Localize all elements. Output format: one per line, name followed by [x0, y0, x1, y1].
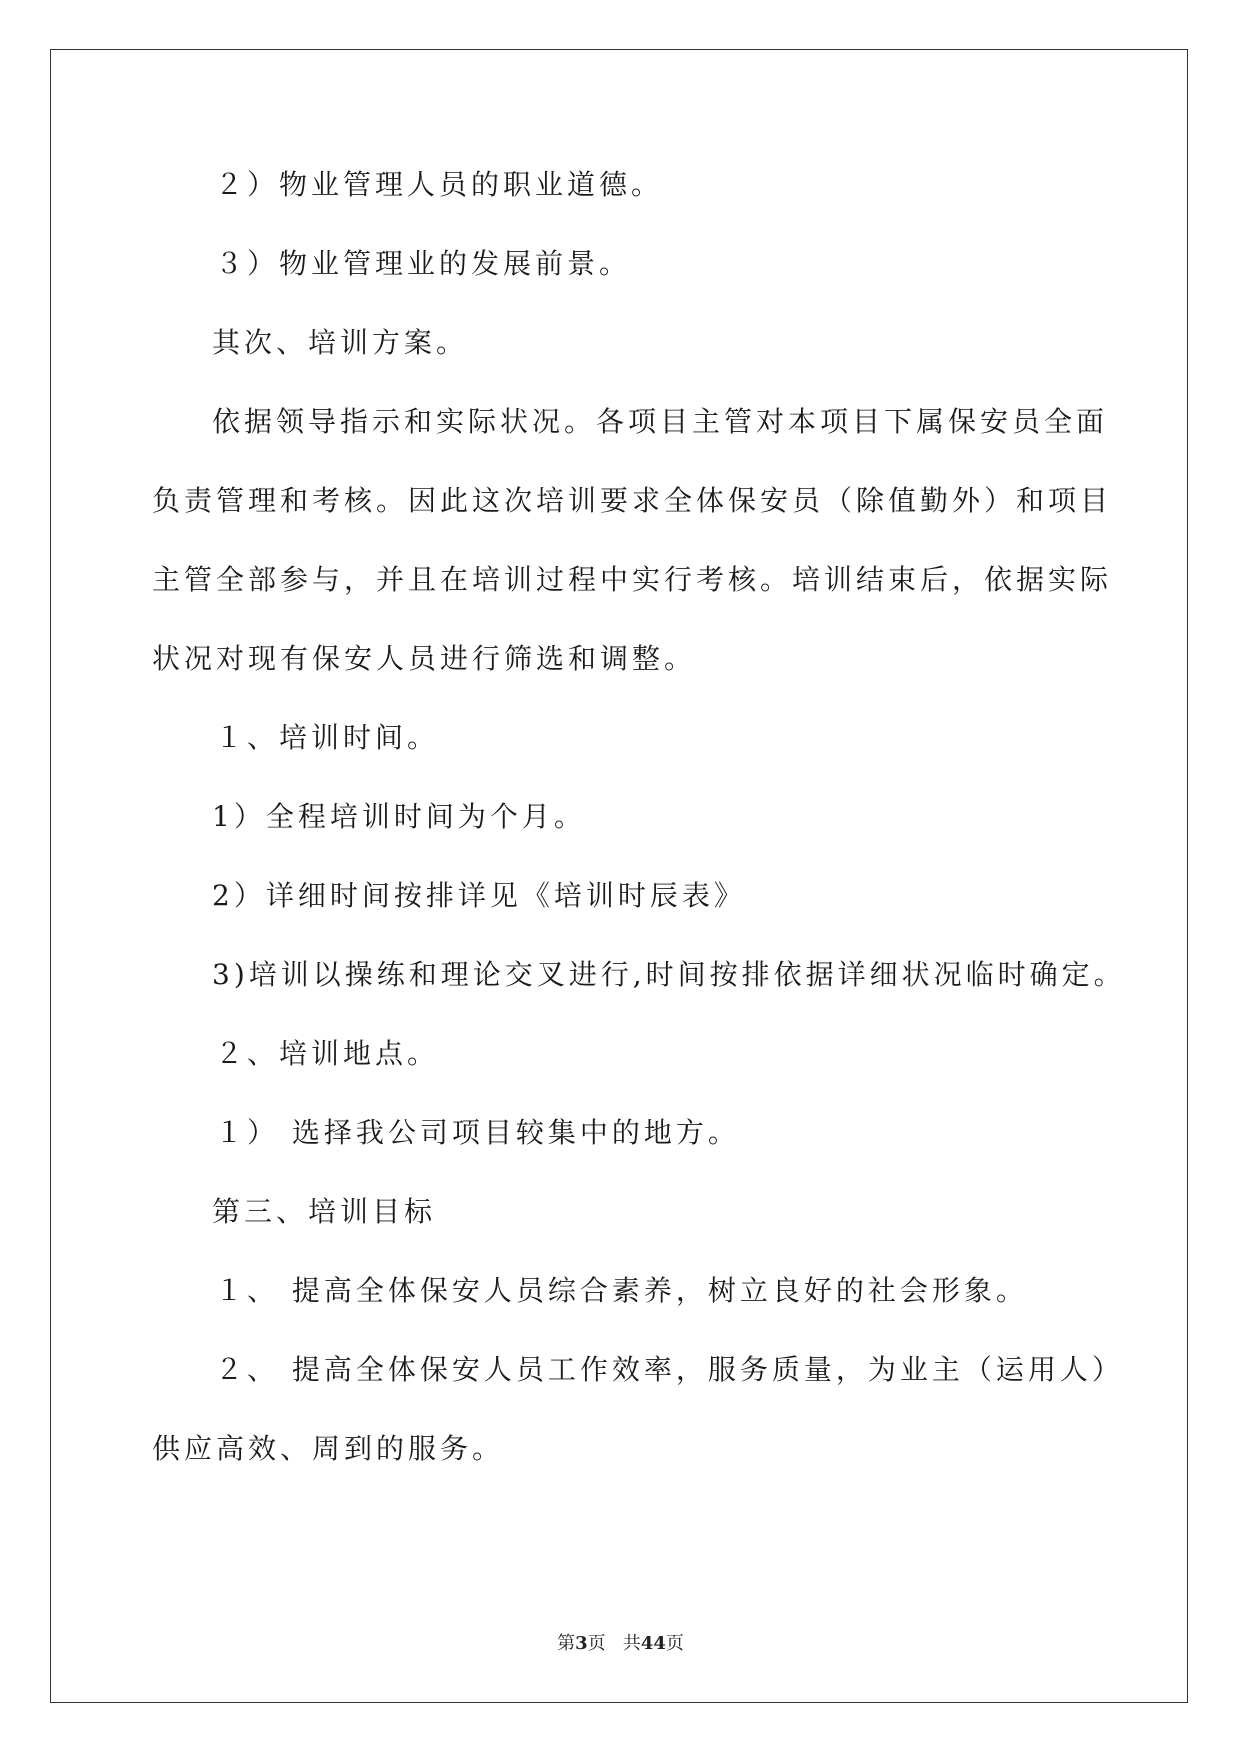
text-line: 主管全部参与，并且在培训过程中实行考核。培训结束后，依据实际: [152, 563, 1113, 596]
text-line: ２）物业管理人员的职业道德。: [215, 168, 664, 201]
text-line: ３）物业管理业的发展前景。: [215, 247, 632, 280]
text-line: ２、 提高全体保安人员工作效率，服务质量，为业主（运用人）: [215, 1353, 1124, 1386]
text-line: 负责管理和考核。因此这次培训要求全体保安员（除值勤外）和项目: [152, 484, 1113, 517]
text-line: 依据领导指示和实际状况。各项目主管对本项目下属保安员全面: [212, 405, 1109, 438]
total-pages: 44: [640, 1633, 666, 1654]
page-prefix: 第: [557, 1633, 576, 1654]
text-line: 供应高效、周到的服务。: [152, 1432, 505, 1465]
page-suffix: 页: [587, 1633, 606, 1654]
text-line: 3)培训以操练和理论交叉进行,时间按排依据详细状况临时确定。: [212, 958, 1126, 991]
text-line: ２、培训地点。: [215, 1037, 440, 1070]
text-line: 1）全程培训时间为个月。: [212, 800, 586, 833]
total-suffix: 页: [665, 1633, 684, 1654]
page-footer: [0, 1632, 1241, 1656]
text-line: １） 选择我公司项目较集中的地方。: [215, 1116, 740, 1149]
total-prefix: 共: [622, 1633, 641, 1654]
page-number: 3: [575, 1633, 588, 1654]
text-line: 第三、培训目标: [212, 1195, 437, 1228]
text-line: 其次、培训方案。: [212, 326, 469, 359]
text-line: 状况对现有保安人员进行筛选和调整。: [152, 642, 697, 675]
text-line: １、培训时间。: [215, 721, 440, 754]
text-line: １、 提高全体保安人员综合素养，树立良好的社会形象。: [215, 1274, 1028, 1307]
text-line: 2）详细时间按排详见《培训时辰表》: [212, 879, 746, 912]
